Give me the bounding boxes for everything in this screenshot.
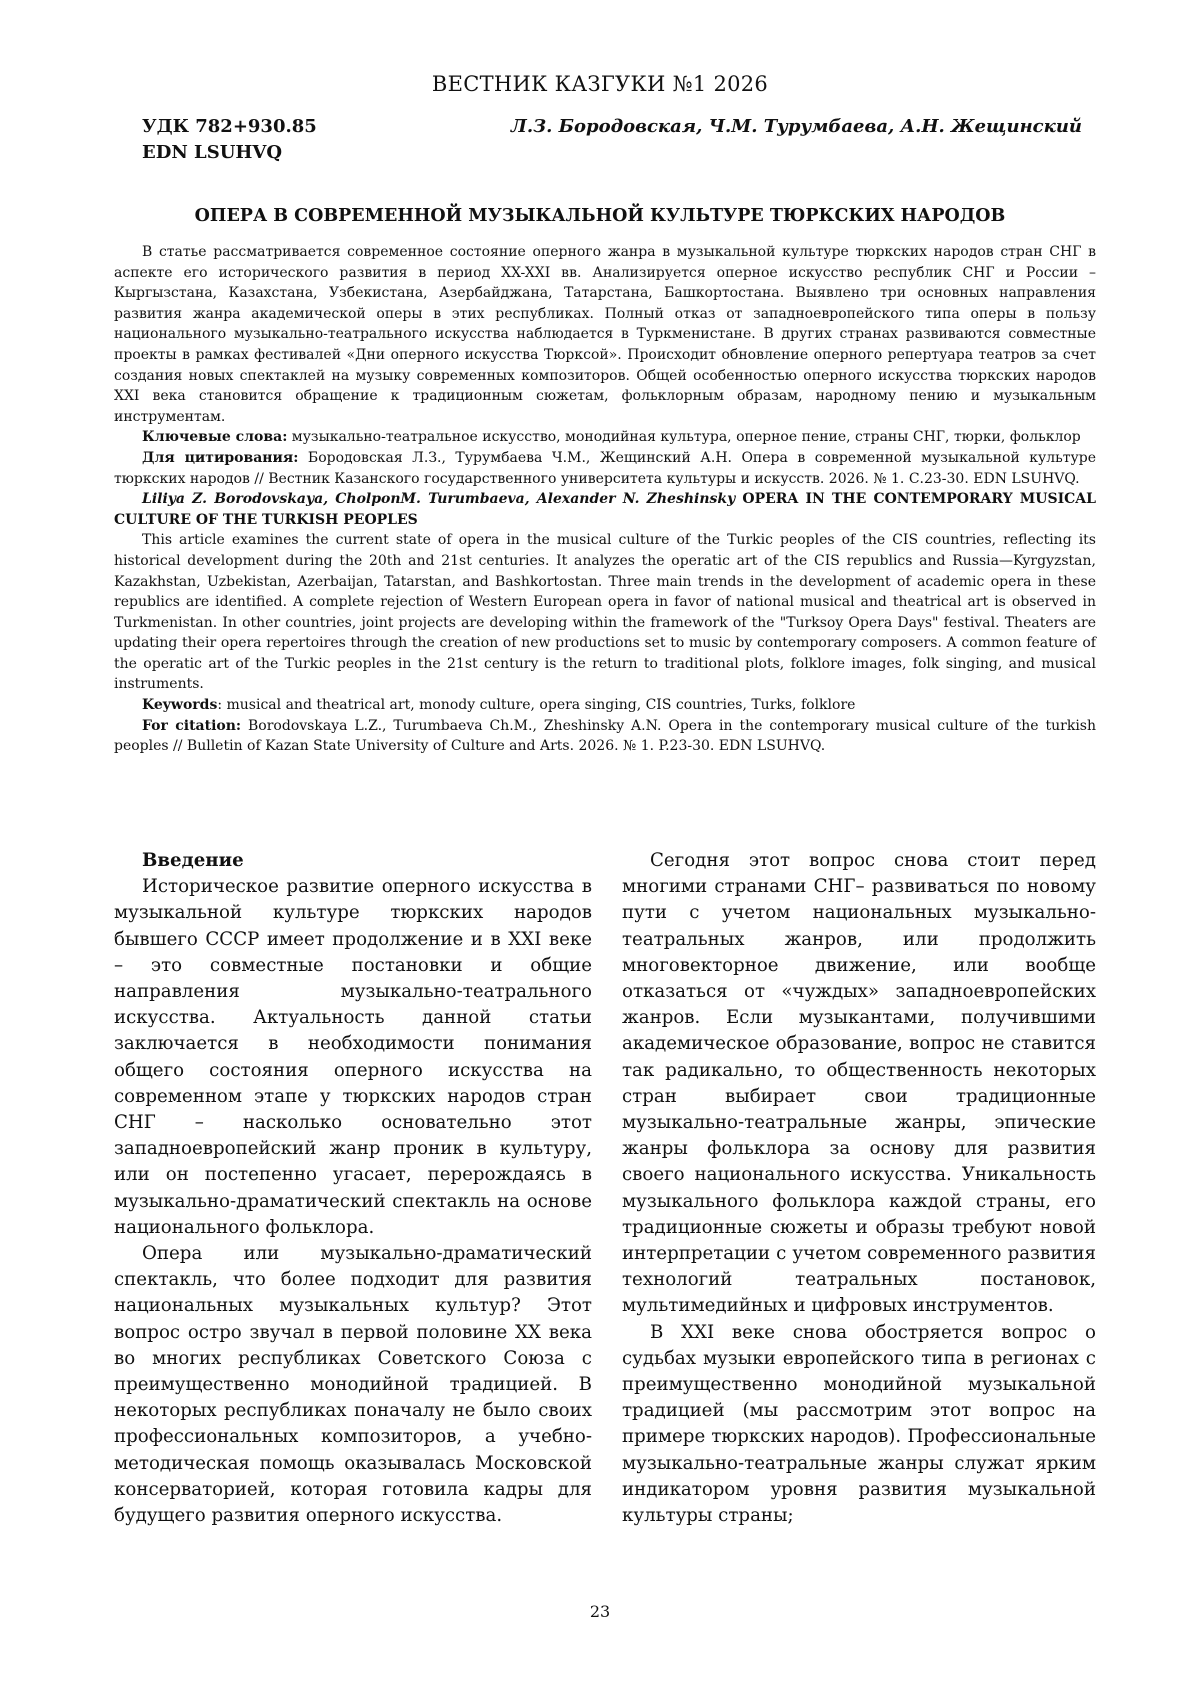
body-paragraph: Сегодня этот вопрос снова стоит перед многими странами СНГ– развиваться по новому пути с учетом национальных музыкально-театральных жанров, или продолжить многовекторное движение, или вообще отказаться от «чуждых» западноевропейских жанров. Если музыкантами, получившими академическое образование, вопрос не ставится так радикально, то общественность некоторых стран выбирает свои традиционные музыкально-театральные жанры, эпические жанры фольклора за основу для развития своего национального искусства. Уникальность музыкального фольклора каждой страны, его традиционные сюжеты и образы требуют новой интерпретации с учетом современного развития технологий театральных постановок, мультимедийных и цифровых инструментов. xyxy=(622,850,1096,1317)
body-column-right xyxy=(622,848,1096,1529)
keywords-ru-label: Ключевые слова: xyxy=(142,429,288,446)
english-authors: Liliya Z. Borodovskaya, CholponM. Turumbaeva, Alexander N. Zheshinsky xyxy=(142,491,736,508)
citation-ru-label: Для цитирования: xyxy=(142,449,299,466)
body-column-left xyxy=(114,848,592,1529)
citation-en xyxy=(114,716,1096,757)
keywords-ru-value: музыкально-театральное искусство, монодийная культура, оперное пение, страны СНГ, тюрки, фольклор xyxy=(287,429,1081,446)
article-title: ОПЕРА В СОВРЕМЕННОЙ МУЗЫКАЛЬНОЙ КУЛЬТУРЕ ТЮРКСКИХ НАРОДОВ xyxy=(194,206,1006,226)
abstract-block xyxy=(114,242,1096,757)
article-identifiers xyxy=(142,114,317,166)
citation-en-value: Borodovskaya L.Z., Turumbaeva Ch.M., Zheshinsky A.N. Opera in the contemporary musical culture of the turkish peoples // Bulletin of Kazan State University of Culture and Arts. 2026. № 1. P.23-30. EDN LSUHVQ. xyxy=(114,717,1096,755)
journal-header: ВЕСТНИК КАЗГУКИ №1 2026 xyxy=(431,72,769,96)
body-paragraph: В XXI веке снова обостряется вопрос о судьбах музыки европейского типа в регионах с преимущественно монодийной музыкальной традицией (мы рассмотрим этот вопрос на примере тюркских народов). Профессиональные музыкально-театральные жанры служат ярким индикатором уровня развития музыкальной культуры страны; xyxy=(622,1321,1096,1527)
body-paragraph: Историческое развитие оперного искусства в музыкальной культуре тюркских народов бывшего СССР имеет продолжение и в XXI веке – это совместные постановки и общие направления музыкально-театрального искусства. Актуальность данной статьи заключается в необходимости понимания общего состояния оперного искусства на современном этапе у тюркских народов стран СНГ – насколько основательно этот западноевропейский жанр проник в культуру, или он постепенно угасает, перерождаясь в музыкально-драматический спектакль на основе национального фольклора. xyxy=(114,876,592,1238)
keywords-en xyxy=(114,695,1096,716)
english-title: OPERA IN THE CONTEMPORARY MUSICAL CULTURE OF THE TURKISH PEOPLES xyxy=(114,491,1096,528)
edn-code: EDN LSUHVQ xyxy=(142,142,283,163)
english-title-line xyxy=(114,489,1096,530)
keywords-en-value: : musical and theatrical art, monody culture, opera singing, CIS countries, Turks, folklore xyxy=(217,697,856,714)
section-heading: Введение xyxy=(142,850,244,871)
udk-code: УДК 782+930.85 xyxy=(142,116,317,137)
authors-line: Л.З. Бородовская, Ч.М. Турумбаева, А.Н. Жещинский xyxy=(510,116,1082,137)
citation-en-label: For citation: xyxy=(142,717,242,734)
abstract-en-text: This article examines the current state of opera in the musical culture of the Turkic peoples of the CIS countries, reflecting its historical development during the 20th and 21st centuries. It analyzes the operatic art of the CIS republics and Russia—Kyrgyzstan, Kazakhstan, Uzbekistan, Azerbaijan, Tatarstan, and Bashkortostan. Three main trends in the development of academic opera in these republics are identified. A complete rejection of Western European opera in favor of national musical and theatrical art is observed in Turkmenistan. In other countries, joint projects are developing within the framework of the "Turksoy Opera Days" festival. Theaters are updating their opera repertoires through the creation of new productions set to music by contemporary composers. A common feature of the operatic art of the Turkic peoples in the 21st century is the return to traditional plots, folklore images, folk singing, and musical instruments. xyxy=(114,532,1096,693)
keywords-ru xyxy=(114,427,1096,448)
keywords-en-label: Keywords xyxy=(142,697,218,714)
citation-ru-value: Бородовская Л.З., Турумбаева Ч.М., Жещинский А.Н. Опера в современной музыкальной культуре тюркских народов // Вестник Казанского государственного университета культуры и искусств. 2026. № 1. С.23-30. EDN LSUHVQ. xyxy=(114,449,1096,487)
page-number: 23 xyxy=(589,1602,611,1621)
abstract-ru-text: В статье рассматривается современное состояние оперного жанра в музыкальной культуре тюркских народов стран СНГ в аспекте его исторического развития в период XX-XXI вв. Анализируется оперное искусство республик СНГ и России – Кыргызстана, Казахстана, Узбекистана, Азербайджана, Татарстана, Башкортостана. Выявлено три основных направления развития жанра академической оперы в этих республиках. Полный отказ от западноевропейского типа оперы в пользу национального музыкально-театрального искусства наблюдается в Туркменистане. В других странах развиваются совместные проекты в рамках фестивалей «Дни оперного искусства Тюрксой». Происходит обновление оперного репертуара театров за счет создания новых спектаклей на музыку современных композиторов. Общей особенностью оперного искусства тюркских народов XXI века становится обращение к традиционным сюжетам, фольклорным образам, народному пению и музыкальным инструментам. xyxy=(114,244,1096,425)
citation-ru xyxy=(114,448,1096,489)
body-paragraph: Опера или музыкально-драматический спектакль, что более подходит для развития национальных музыкальных культур? Этот вопрос остро звучал в первой половине XX века во многих республиках Советского Союза с преимущественно монодийной традицией. В некоторых республиках поначалу не было своих профессиональных композиторов, а учебно-методическая помощь оказывалась Московской консерваторией, которая готовила кадры для будущего развития оперного искусства. xyxy=(114,1243,592,1527)
